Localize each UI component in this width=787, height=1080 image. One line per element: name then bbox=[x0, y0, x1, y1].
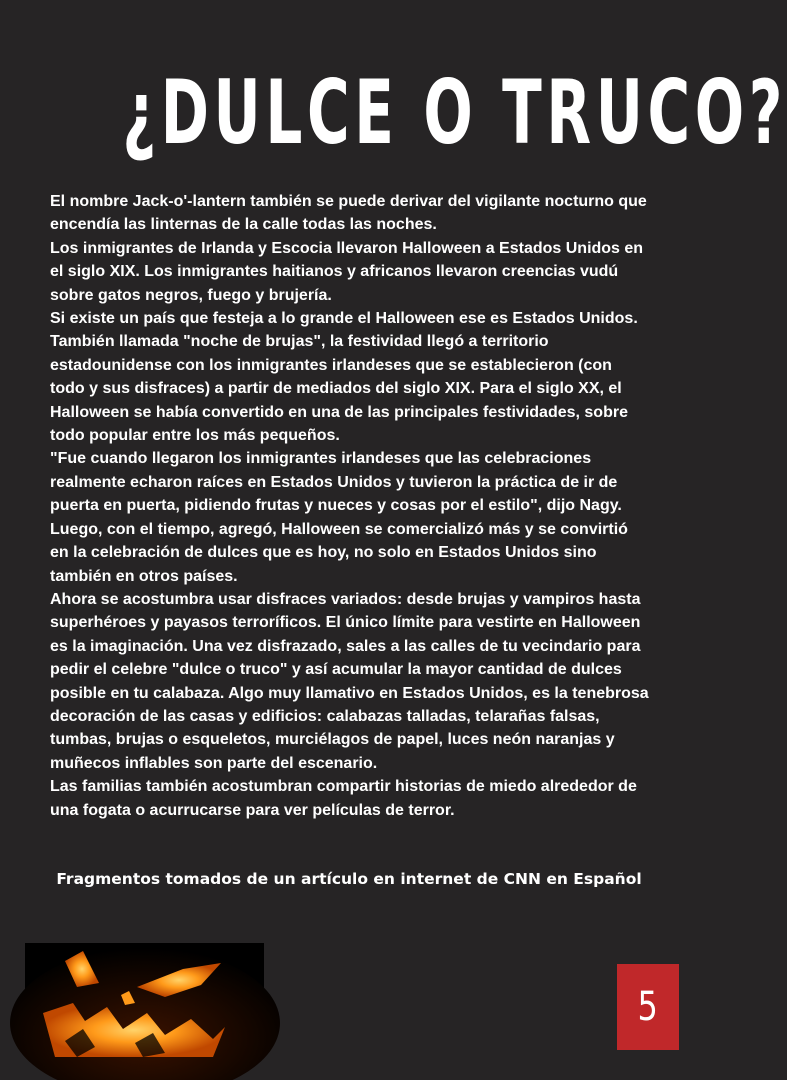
article-body bbox=[50, 190, 650, 822]
jack-o-lantern-image bbox=[25, 943, 264, 1057]
paragraph: Luego, con el tiempo, agregó, Halloween se comercializó más y se convirtió en la celebración de dulces que es hoy, no solo en Estados Unidos sino también en otros países. bbox=[50, 520, 628, 585]
paragraph: Ahora se acostumbra usar disfraces variados: desde brujas y vampiros hasta superhéroes y payasos terroríficos. El único límite para vestirte en Halloween es la imaginación. Una vez disfrazado, sales a las calles de tu vecindario para pedir el celebre "dulce o truco" y así acumular la mayor cantidad de dulces posible en tu calabaza. Algo muy llamativo en Estados Unidos, es la tenebrosa decoración de las casas y edificios: calabazas talladas, telarañas falsas, tumbas, brujas o esqueletos, murciélagos de papel, luces neón naranjas y muñecos inflables son parte del escenario. bbox=[50, 590, 649, 772]
paragraph: "Fue cuando llegaron los inmigrantes irlandeses que las celebraciones realmente echaron raíces en Estados Unidos y tuvieron la práctica de ir de puerta en puerta, pidiendo frutas y nueces y cosas por el estilo", dijo Nagy. bbox=[50, 450, 622, 515]
page-title: ¿DULCE O TRUCO? bbox=[122, 61, 787, 164]
paragraph: El nombre Jack-o'-lantern también se puede derivar del vigilante nocturno que encendía las linternas de la calle todas las noches. bbox=[50, 193, 647, 234]
source-caption: Fragmentos tomados de un artículo en internet de CNN en Español bbox=[56, 870, 642, 888]
paragraph: Si existe un país que festeja a lo grande el Halloween ese es Estados Unidos. También llamada "noche de brujas", la festividad llegó a territorio estadounidense con los inmigrantes irlandeses que se establecieron (con todo y sus disfraces) a partir de mediados del siglo XIX. Para el siglo XX, el Halloween se había convertido en una de las principales festividades, sobre todo popular entre los más pequeños. bbox=[50, 310, 638, 445]
paragraph: Las familias también acostumbran compartir historias de miedo alrededor de una fogata o acurrucarse para ver películas de terror. bbox=[50, 778, 637, 819]
page-number-badge bbox=[617, 964, 679, 1050]
paragraph: Los inmigrantes de Irlanda y Escocia llevaron Halloween a Estados Unidos en el siglo XIX. Los inmigrantes haitianos y africanos llevaron creencias vudú sobre gatos negros, fuego y brujería. bbox=[50, 239, 644, 304]
jack-o-lantern-icon bbox=[25, 943, 264, 1057]
page-number: 5 bbox=[637, 984, 659, 1030]
